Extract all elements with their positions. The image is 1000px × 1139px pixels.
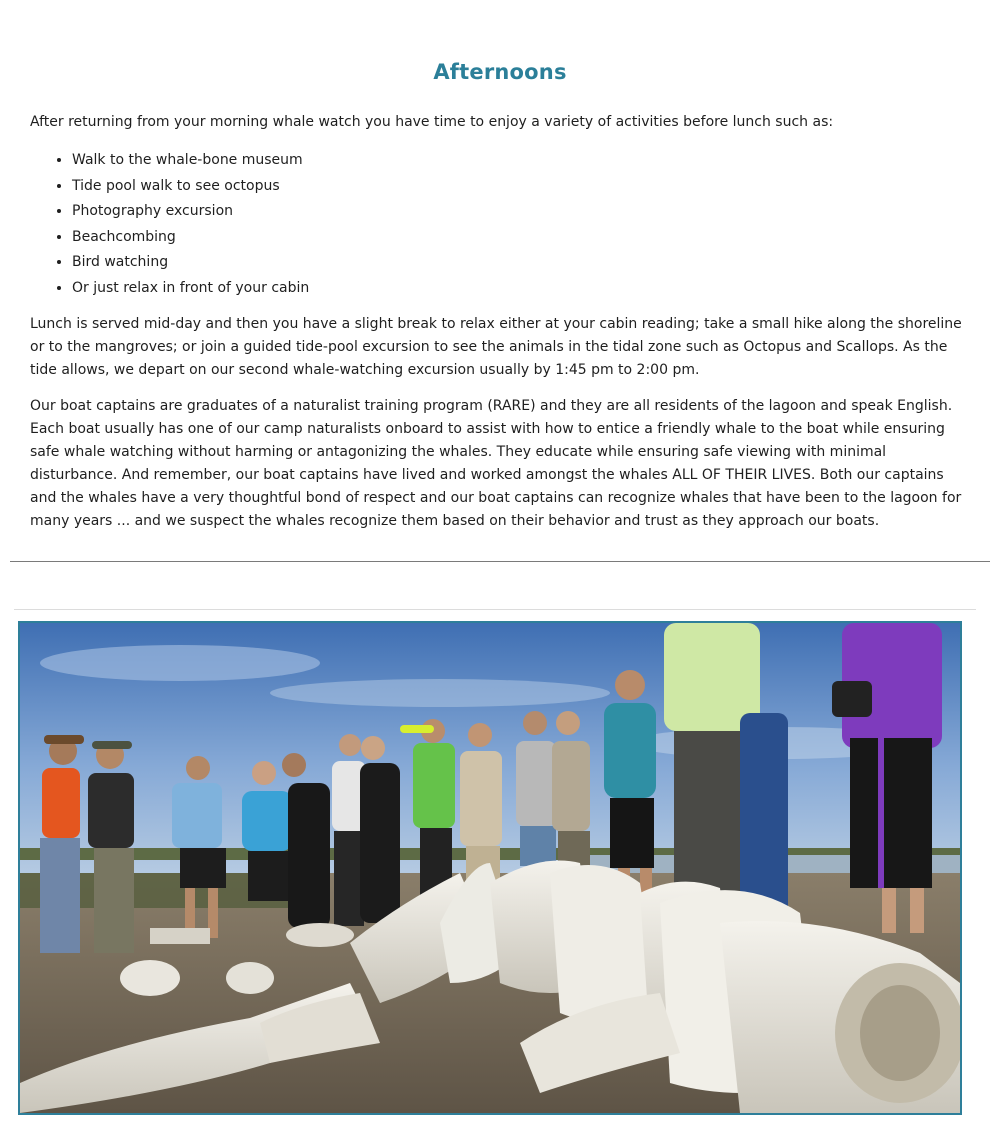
cloud bbox=[40, 645, 320, 681]
activities-list bbox=[30, 148, 970, 301]
cloud bbox=[270, 679, 610, 707]
list-item: • Beachcombing bbox=[72, 225, 970, 251]
main-content bbox=[30, 60, 970, 533]
image-top-divider bbox=[14, 609, 976, 610]
list-item: • Walk to the whale-bone museum bbox=[72, 148, 970, 174]
section-heading: Afternoons bbox=[433, 60, 567, 84]
intro-paragraph: After returning from your morning whale watch you have time to enjoy a variety of activities before lunch such as: bbox=[30, 114, 834, 130]
list-item: • Tide pool walk to see octopus bbox=[72, 174, 970, 200]
lunch-paragraph: Lunch is served mid-day and then you have a slight break to relax either at your cabin reading; take a small hike along the shoreline or to the mangroves; or join a guided tide-pool excursion to see the animals in the tidal zone such as Octopus and Scallops. As the tide allows, we depart on our second whale-watching excursion usually by 1:45 pm to 2:00 pm. bbox=[30, 316, 962, 378]
whale-bones-photo bbox=[18, 621, 962, 1115]
photo-illustration bbox=[20, 623, 960, 1113]
captains-paragraph: Our boat captains are graduates of a naturalist training program (RARE) and they are all residents of the lagoon and speak English. Each boat usually has one of our camp naturalists onboard to assist with how to entice a friendly whale to the boat while ensuring safe whale watching without harming or antagonizing the whales. They educate while ensuring safe viewing with minimal disturbance. And remember, our boat captains have lived and worked amongst the whales ALL OF THEIR LIVES. Both our captains and the whales have a very thoughtful bond of respect and our boat captains can recognize whales that have been to the lagoon for many years ... and we suspect the whales recognize them based on their behavior and trust as they approach our boats. bbox=[30, 398, 962, 529]
section-divider bbox=[10, 561, 990, 562]
list-item: • Or just relax in front of your cabin bbox=[72, 276, 970, 302]
list-item: • Bird watching bbox=[72, 250, 970, 276]
list-item: • Photography excursion bbox=[72, 199, 970, 225]
